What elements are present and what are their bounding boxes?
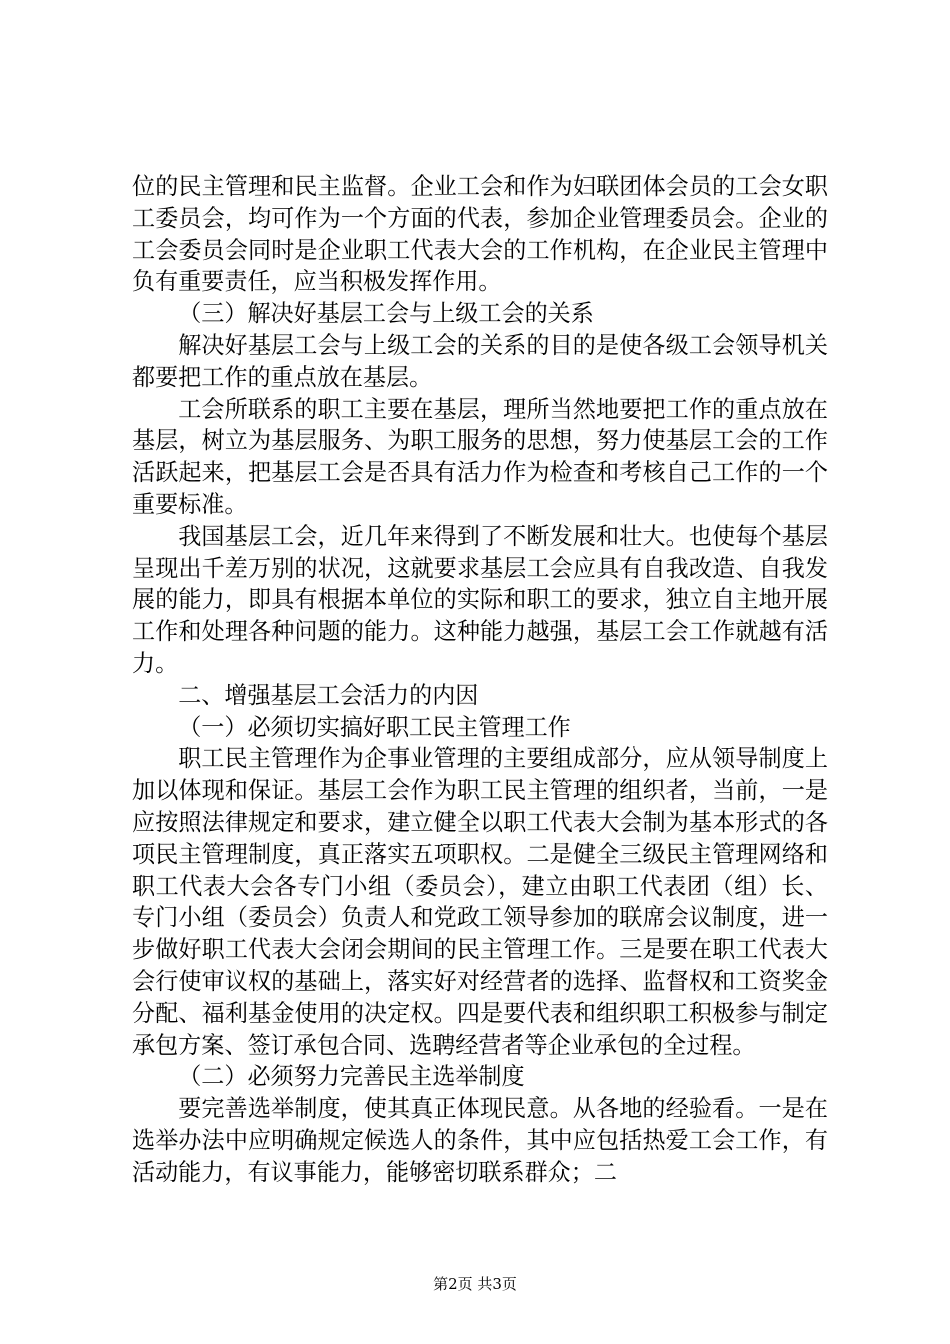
section-heading-2: （二）必须努力完善民主选举制度 bbox=[178, 1064, 525, 1091]
paragraph-5: 职工民主管理作为企事业管理的主要组成部分，应从领导制度上加以体现和保证。基层工会作为职工民主管理的组织者，当前，一是应按照法律规定和要求，建立健全以职工代表大会制为基本形式的各项民主管理制度，真正落实五项职权。二是健全三级民主管理网络和职工代表大会各专门小组（委员会），建立由职工代表团（组）长、专门小组（委员会）负责人和党政工领导参加的联席会议制度，进一步做好职工代表大会闭会期间的民主管理工作。三是要在职工代表大会行使审议权的基础上，落实好对经营者的选择、监督权和工资奖金分配、福利基金使用的决定权。四是要代表和组织职工积极参与制定承包方案、签订承包合同、选聘经营者等企业承包的全过程。 bbox=[132, 746, 828, 1059]
paragraph-4: 我国基层工会，近几年来得到了不断发展和壮大。也使每个基层呈现出千差万别的状况，这就要求基层工会应具有自我改造、自我发展的能力，即具有根据本单位的实际和职工的要求，独立自主地开展工作和处理各种问题的能力。这种能力越强，基层工会工作就越有活力。 bbox=[132, 523, 828, 677]
section-heading-1: （一）必须切实搞好职工民主管理工作 bbox=[178, 714, 571, 741]
paragraph-3: 工会所联系的职工主要在基层，理所当然地要把工作的重点放在基层，树立为基层服务、为职工服务的思想，努力使基层工会的工作活跃起来，把基层工会是否具有活力作为检查和考核自己工作的一个重要标准。 bbox=[132, 396, 828, 518]
paragraph-1: 位的民主管理和民主监督。企业工会和作为妇联团体会员的工会女职工委员会，均可作为一个方面的代表，参加企业管理委员会。企业的工会委员会同时是企业职工代表大会的工作机构，在企业民主管理中负有重要责任，应当积极发挥作用。 bbox=[132, 174, 828, 296]
document-body bbox=[132, 172, 828, 1190]
section-heading-3: （三）解决好基层工会与上级工会的关系 bbox=[178, 301, 594, 328]
paragraph-2: 解决好基层工会与上级工会的关系的目的是使各级工会领导机关都要把工作的重点放在基层。 bbox=[132, 332, 828, 391]
paragraph-6: 要完善选举制度，使其真正体现民意。从各地的经验看。一是在选举办法中应明确规定候选人的条件，其中应包括热爱工会工作，有活动能力，有议事能力，能够密切联系群众；二 bbox=[132, 1096, 828, 1186]
page-number: 第2页 共3页 bbox=[433, 1275, 517, 1293]
chapter-heading-2: 二、增强基层工会活力的内因 bbox=[178, 682, 479, 709]
